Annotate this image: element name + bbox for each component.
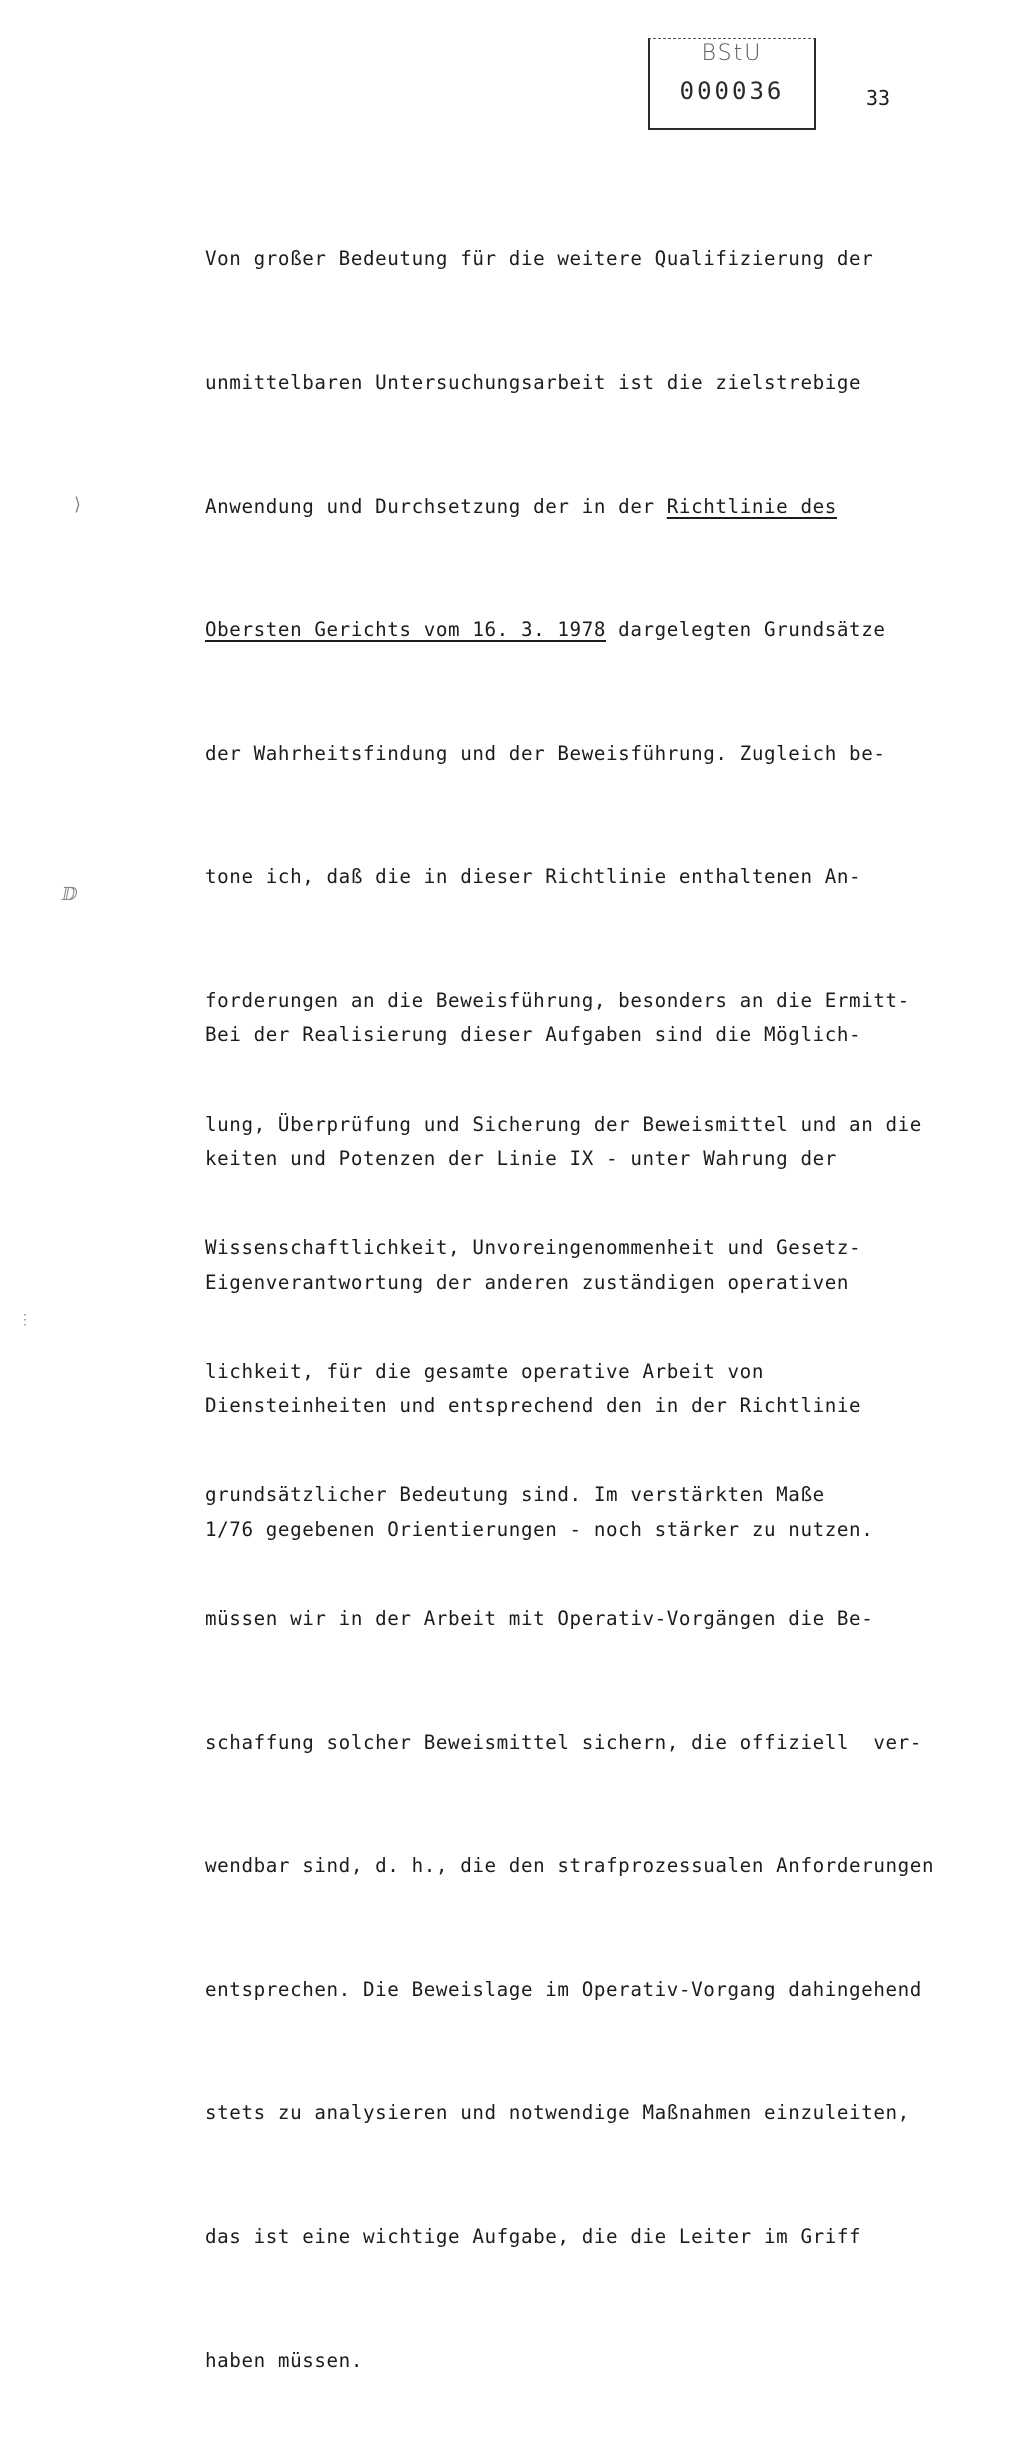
text-line: tone ich, daß die in dieser Richtlinie enthaltenen An- (205, 865, 862, 889)
text-segment: dargelegten Grundsätze (606, 618, 886, 642)
text-line: der Wahrheitsfindung und der Beweisführung. Zugleich be- (205, 741, 886, 765)
text-line: keiten und Potenzen der Linie IX - unter Wahrung der (205, 1147, 837, 1170)
text-line: Bei der Realisierung dieser Aufgaben sind die Möglich- (205, 1023, 862, 1047)
text-line: haben müssen. (205, 2348, 363, 2372)
text-line: lung, Überprüfung und Sicherung der Beweismittel und an die (205, 1112, 922, 1136)
text-line: Eigenverantwortung der anderen zuständigen operativen (205, 1270, 850, 1294)
text-line: schaffung solcher Beweismittel sichern, die offiziell ver- (205, 1730, 922, 1754)
text-line: Diensteinheiten und entsprechend den in der Richtlinie (205, 1394, 862, 1418)
margin-mark: ⅅ (62, 884, 78, 905)
text-line: Wissenschaftlichkeit, Unvoreingenommenheit und Gesetz- (205, 1236, 862, 1260)
text-line (205, 609, 965, 650)
underlined-reference: Richtlinie des (666, 494, 837, 518)
text-line: Von großer Bedeutung für die weitere Qualifizierung der (205, 247, 874, 271)
text-line: forderungen an die Beweisführung, besonders an die Ermitt- (205, 988, 910, 1012)
text-line: grundsätzlicher Bedeutung sind. Im verstärkten Maße (205, 1483, 825, 1507)
text-line: lichkeit, für die gesamte operative Arbeit von (205, 1359, 764, 1383)
text-line: stets zu analysieren und notwendige Maßnahmen einzuleiten, (205, 2101, 910, 2125)
text-line: entsprechen. Die Beweislage im Operativ-Vorgang dahingehend (205, 1977, 922, 2001)
text-line: wendbar sind, d. h., die den strafprozessualen Anforderungen (205, 1854, 935, 1878)
text-line: müssen wir in der Arbeit mit Operativ-Vorgängen die Be- (205, 1606, 874, 1630)
underlined-reference: Obersten Gerichts vom 16. 3. 1978 (205, 618, 607, 642)
stamp-agency: BStU (701, 41, 763, 66)
archive-stamp (648, 38, 816, 130)
text-segment: Anwendung und Durchsetzung der in der (205, 494, 667, 518)
margin-mark: ⋮ (18, 1312, 32, 1328)
stamp-number: 000036 (679, 77, 785, 105)
margin-mark: ⟩ (74, 494, 82, 515)
text-line: das ist eine wichtige Aufgabe, die die Leiter im Griff (205, 2224, 862, 2248)
text-line (205, 486, 965, 527)
text-line: unmittelbaren Untersuchungsarbeit ist die zielstrebige (205, 371, 862, 394)
paragraph-2 (205, 932, 965, 1632)
page-number: 33 (866, 86, 891, 110)
text-line: 1/76 gegebenen Orientierungen - noch stärker zu nutzen. (205, 1517, 874, 1541)
